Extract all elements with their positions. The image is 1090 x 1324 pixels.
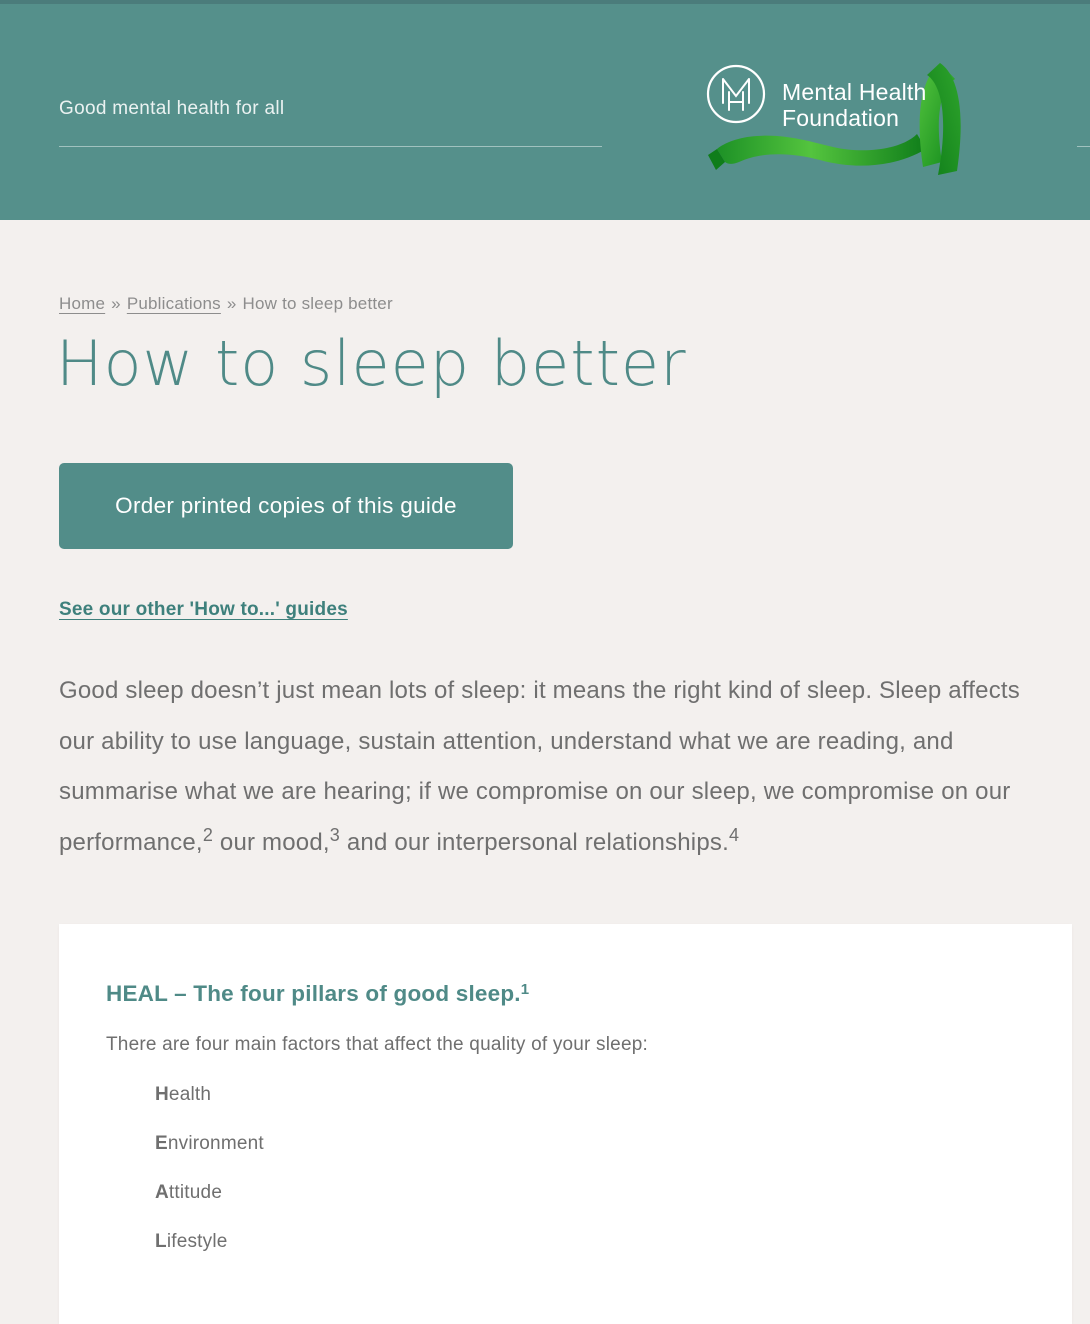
intro-text: Good sleep doesn’t just mean lots of sleep: it means the right kind of sleep. Sleep affects our ability to use language, sustain attention, understand what we are reading, and summarise what we are hearing; if we compromise on our sleep, we compromise on our performance, <box>59 677 1020 856</box>
pillar-rest: nvironment <box>167 1133 264 1154</box>
page-title: How to sleep better <box>56 327 687 400</box>
intro-paragraph <box>59 666 1041 868</box>
mental-health-foundation-logo[interactable] <box>704 53 984 183</box>
site-header <box>0 0 1090 220</box>
header-top-strip <box>0 0 1090 4</box>
logo-line1: Mental Health <box>782 79 927 105</box>
pillar-rest: ifestyle <box>166 1231 228 1252</box>
heal-heading-text: HEAL – The four pillars of good sleep. <box>106 981 521 1006</box>
footnote-ref-2: 2 <box>202 824 214 845</box>
footnote-ref-1: 1 <box>520 981 530 998</box>
logo-line2: Foundation <box>782 105 900 131</box>
intro-text: and our interpersonal relationships. <box>339 828 729 856</box>
header-divider-left <box>59 146 602 147</box>
heal-card <box>59 924 1072 1324</box>
breadcrumb-current: How to sleep better <box>242 294 393 313</box>
other-guides-link[interactable]: See our other 'How to...' guides <box>59 599 348 620</box>
footnote-ref-3: 3 <box>329 824 340 845</box>
pillar-initial: E <box>155 1133 168 1154</box>
heal-heading <box>106 980 1025 1008</box>
breadcrumb-publications-link[interactable]: Publications <box>126 294 221 313</box>
pillar-lifestyle <box>155 1230 1025 1254</box>
intro-text: our mood, <box>213 828 330 856</box>
pillar-initial: A <box>155 1182 169 1203</box>
pillar-rest: ealth <box>168 1084 212 1105</box>
pillar-environment <box>155 1132 1025 1156</box>
pillar-initial: H <box>155 1084 169 1105</box>
heal-pillars-list <box>106 1083 1025 1254</box>
pillar-attitude <box>155 1181 1025 1205</box>
site-tagline: Good mental health for all <box>59 98 285 119</box>
order-printed-copies-button[interactable]: Order printed copies of this guide <box>59 463 513 549</box>
footnote-ref-4: 4 <box>728 824 740 845</box>
pillar-initial: L <box>155 1231 167 1252</box>
header-divider-right <box>1077 146 1090 147</box>
pillar-rest: ttitude <box>168 1182 223 1203</box>
logo-wordmark <box>782 79 927 131</box>
breadcrumb <box>59 294 393 314</box>
breadcrumb-home-link[interactable]: Home <box>59 294 106 313</box>
breadcrumb-separator: » <box>226 294 237 313</box>
heal-intro: There are four main factors that affect the quality of your sleep: <box>106 1034 648 1055</box>
breadcrumb-separator: » <box>111 294 121 313</box>
pillar-health <box>155 1083 1025 1107</box>
mh-monogram-icon <box>708 66 764 122</box>
